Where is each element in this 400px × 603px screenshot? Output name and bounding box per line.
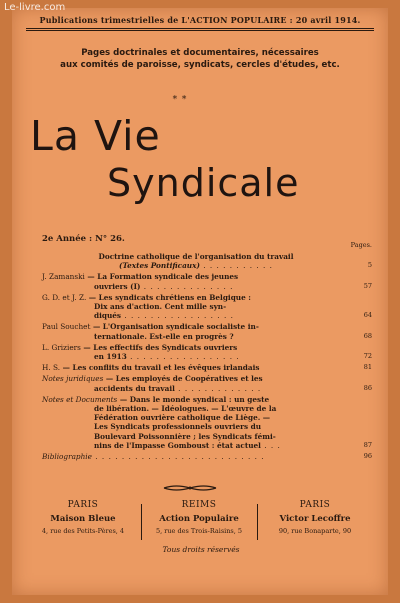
toc-entry-text: Fédération ouvrière catholique de Liège. —	[94, 413, 271, 423]
divider-ornament-icon	[160, 484, 220, 492]
toc-entry-text: — Les effectifs des Syndicats ouvriers	[80, 342, 238, 352]
toc-entry-text: — La Formation syndicale des jeunes	[84, 272, 239, 282]
toc-entry: L. Griziers — Les effectifs des Syndicats ouvriers en 1913 . . . . . . . . . . . . . . . . . 72	[42, 342, 372, 362]
toc-entry-text: ouvriers (I)	[94, 281, 141, 291]
publisher-address: 90, rue Bonaparte, 90	[278, 527, 352, 535]
publisher-footer	[28, 500, 374, 544]
toc-entry-text: Boulevard Poissonnière ; les Syndicats fémi-	[94, 431, 276, 441]
toc-entry-text: en 1913	[94, 352, 127, 362]
toc-entry-text: Les Syndicats professionnels ouvriers du	[94, 422, 261, 432]
toc-author: Paul Souchet	[42, 322, 91, 332]
header-rule	[26, 28, 374, 29]
toc-entry-text: — Les syndicats chrétiens en Belgique :	[86, 292, 251, 302]
toc-section-label: Notes juridiques	[42, 374, 104, 384]
toc-entry-text: (Textes Pontificaux) . . . . . . . . . . .	[119, 261, 273, 271]
issue-number: 2e Année : N° 26.	[42, 234, 125, 244]
toc-page-number: 81	[363, 363, 372, 372]
toc-page-number: 96	[363, 452, 372, 461]
toc-page-number: 86	[363, 383, 372, 392]
publisher-city: REIMS	[181, 500, 217, 510]
publisher-city: PARIS	[67, 500, 99, 510]
publisher-paris-victor-lecoffre	[260, 500, 370, 535]
toc-author: J. Zamanski	[42, 272, 85, 282]
subheading-line: aux comités de paroisse, syndicats, cercles d'études, etc.	[60, 60, 340, 70]
toc-section-label: Notes et Documents	[42, 394, 118, 404]
toc-entry: G. D. et J. Z. — Les syndicats chrétiens en Belgique : Dix ans d'action. Cent mille syn- diqués . . . . . . . . . . . . . . . . . 64	[42, 292, 372, 321]
toc-entry: Notes et Documents — Dans le monde syndical : un geste de libération. — Idéologues. — L'œuvre de la Fédération ouvrière catholique de Liège. — Les Syndicats professionnels ouvriers du Boulevard Poissonnière ; les Syndicats fémi- nins de l'Impasse Gomboust : état actuel . . . 87	[42, 394, 372, 450]
publisher-name: Action Populaire	[159, 514, 239, 524]
publisher-city: PARIS	[299, 500, 331, 510]
publisher-paris-maison-bleue	[28, 500, 138, 535]
toc-entry-text: ternationale. Est-elle en progrès ?	[94, 331, 234, 341]
subheading	[24, 47, 376, 71]
toc-page-number: 64	[363, 311, 372, 320]
toc-entry-text: de libération. — Idéologues. — L'œuvre de la	[94, 404, 277, 414]
publisher-name: Maison Bleue	[50, 514, 116, 524]
toc-entry-text: — Les conflits du travail et les évêques irlandais	[60, 363, 260, 373]
toc-entry-text: Dix ans d'action. Cent mille syn-	[94, 302, 227, 312]
toc-page-number: 68	[363, 331, 372, 340]
toc-entry-text: accidents du travail	[94, 383, 175, 393]
toc-entry: Notes juridiques — Les employés de Coopératives et les accidents du travail . . . . . . . . . . . . . 86	[42, 374, 372, 393]
toc-entry	[42, 252, 372, 270]
toc-page-number: 72	[363, 352, 372, 361]
toc-entry-text: — Les employés de Coopératives et les	[103, 374, 263, 384]
toc-entry-subtitle: (Textes Pontificaux)	[119, 261, 200, 271]
header-rule	[26, 30, 374, 31]
watermark: Le-livre.com	[4, 2, 66, 13]
toc-section-label: Bibliographie	[42, 452, 92, 462]
toc-page-number: 57	[363, 281, 372, 290]
toc-entry-text: — Dans le monde syndical : un geste	[117, 394, 270, 404]
toc-author: H. S.	[42, 363, 61, 373]
toc-entry-text: diqués	[94, 311, 122, 321]
toc-page-number: 5	[367, 261, 372, 270]
stars-ornament: * *	[172, 95, 188, 105]
rights-notice: Tous droits réservés	[162, 545, 240, 554]
toc-author: L. Griziers	[42, 342, 81, 352]
publisher-address: 4, rue des Petits-Pères, 4	[41, 527, 125, 535]
toc-entry	[42, 322, 372, 340]
publication-line: Publications trimestrielles de L'ACTION POPULAIRE : 20 avril 1914.	[39, 15, 361, 25]
toc-entry-text: nins de l'Impasse Gomboust : état actuel	[94, 440, 261, 450]
footer-divider	[141, 504, 142, 540]
title-line-1: La Vie	[30, 112, 161, 160]
footer-divider	[257, 504, 258, 540]
pages-column-header: Pages.	[350, 241, 372, 249]
toc-entry: Bibliographie . . . . . . . . . . . . . . . . . . . . . . . . . . 96	[42, 452, 372, 462]
table-of-contents	[42, 252, 372, 463]
publisher-reims-action-populaire	[144, 500, 254, 535]
toc-author: G. D. et J. Z.	[42, 292, 87, 302]
publisher-name: Victor Lecoffre	[279, 514, 351, 524]
subheading-line: Pages doctrinales et documentaires, nécessaires	[81, 48, 319, 58]
toc-page-number: 87	[363, 440, 372, 449]
title-line-2: Syndicale	[107, 161, 300, 205]
toc-entry-text: — L'Organisation syndicale socialiste in-	[90, 322, 259, 332]
toc-entry	[42, 363, 372, 372]
toc-entry: J. Zamanski — La Formation syndicale des jeunes ouvriers (I) . . . . . . . . . . . . . . 57	[42, 272, 372, 291]
toc-entry-text: Doctrine catholique de l'organisation du travail	[98, 252, 294, 261]
publisher-address: 5, rue des Trois-Raisins, 5	[155, 527, 243, 535]
